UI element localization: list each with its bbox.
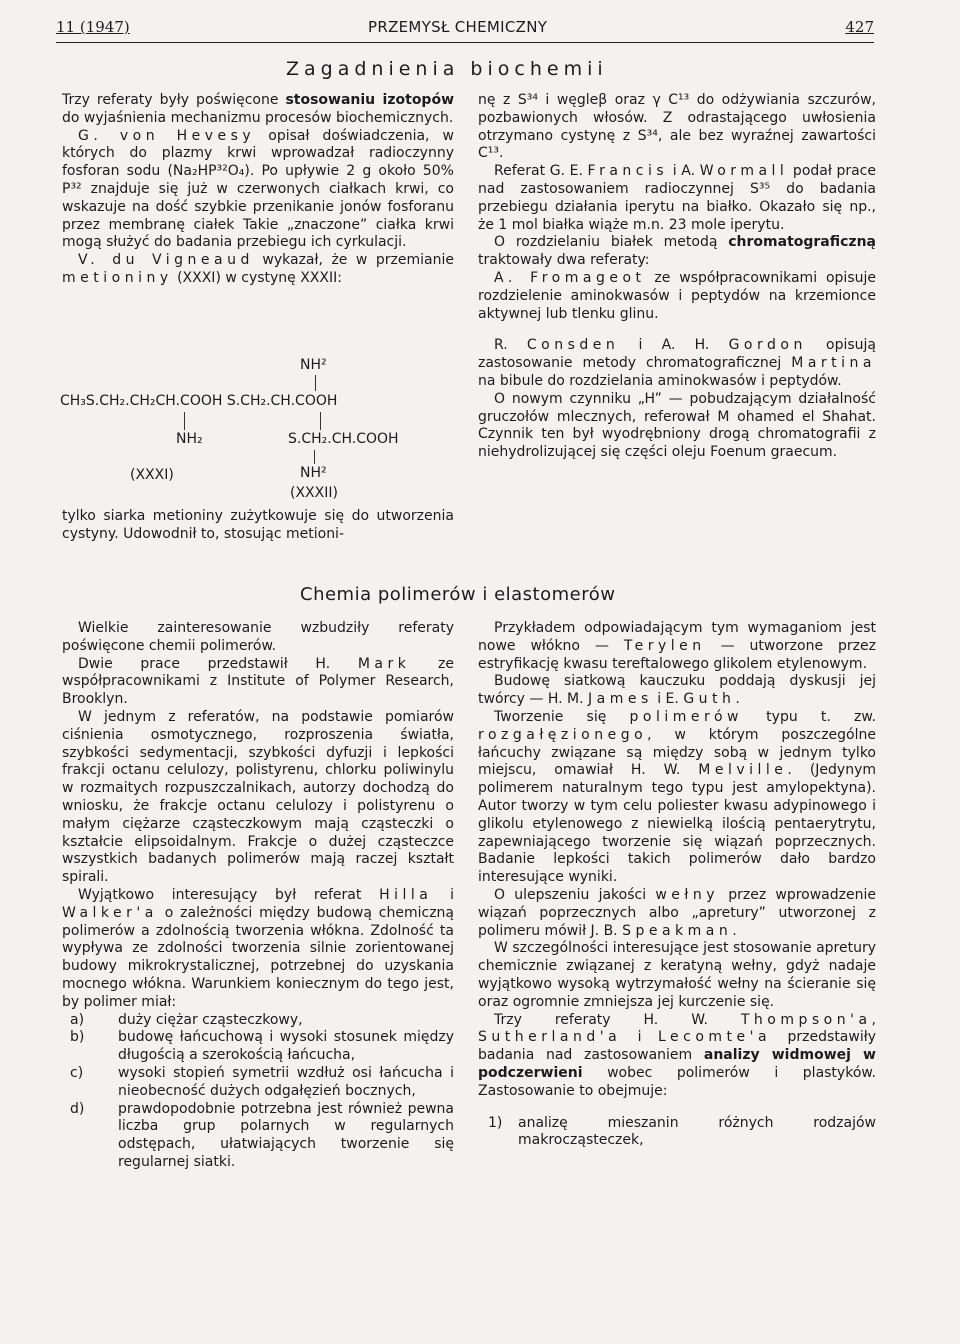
issue-number: 11 (1947) [56, 18, 130, 36]
paragraph: Wyjątkowo interesujący był referat Hilla i Walker'a o zależności między budową chemiczną polimerów a zdolnością tworzenia włókna. Zdolność ta wypływa ze zdolności tworzenia silnie zorientowanej budowy mikrokrystalicznej, potrzebnej do uzyskania mocnego włókna. Warunkiem koniecznym do tego jest, by polimer miał: [62, 886, 454, 1010]
biochem-right-column [478, 92, 876, 462]
paragraph: Trzy referaty H. W. Thompson'a, Sutherland'a i Lecomte'a przedstawiły badania nad zastosowaniem analizy widmowej w podczerwieni wobec polimerów i plastyków. Zastosowanie to obejmuje: [478, 1011, 876, 1099]
paragraph: W jednym z referatów, na podstawie pomiarów ciśnienia osmotycznego, rozproszenia światła, szybkości sedymentacji, szybkości dyfuzji i lepkości frakcji octanu celulozy, polistyrenu, chlorku poliwinylu w rozmaitych rozpuszczalnikach, autorzy dochodzą do wniosku, że frakcje octanu celulozy i polistyrenu o małym ciężarze cząsteczkowym mają cząsteczki o kształcie elipsoidalnym. Frakcje o dużej cząsteczce wszystkich badanych polimerów mają raczej kształt spirali. [62, 708, 454, 886]
formula-nh2-left: NH₂ [176, 431, 203, 447]
formula-bond [315, 375, 316, 391]
list-item: d) prawdopodobnie potrzebna jest również pewna liczba grup polarnych w regularnych odstępach, ułatwiających tworzenie się regularnej siatki. [70, 1100, 454, 1170]
formula-nh2-bottom: NH² [300, 465, 327, 481]
journal-title: PRZEMYSŁ CHEMICZNY [368, 18, 548, 36]
polymers-left-column [62, 620, 454, 1172]
chemical-formula [60, 356, 460, 506]
list-item: b) budowę łańcuchową i wysoki stosunek między długością a szerokością łańcucha, [70, 1029, 454, 1064]
formula-main-line: CH₃S.CH₂.CH₂CH.COOH S.CH₂.CH.COOH [60, 393, 338, 409]
paragraph: tylko siarka metioniny zużytkowuje się do utworzenia cystyny. Udowodnił to, stosując metioni- [62, 508, 454, 542]
list-item: c) wysoki stopień symetrii wzdłuż osi łańcucha i nieobecność dużych odgałęzień bocznych, [70, 1064, 454, 1099]
polymers-right-column [478, 620, 876, 1150]
paragraph: O rozdzielaniu białek metodą chromatograficzną traktowały dwa referaty: [478, 234, 876, 269]
formula-bond [314, 450, 315, 464]
paragraph: Budowę siatkową kauczuku poddają dyskusji jej twórcy — H. M. James i E. Guth. [478, 673, 876, 708]
section-title-polymers: Chemia polimerów i elastomerów [300, 584, 616, 605]
paragraph: O nowym czynniku „H” — pobudzającym działalność gruczołów mlecznych, referował M ohamed el Shahat. Czynnik ten był wyodrębniony drogą chromatografii z niehydrolizującej się części oleju Foenum graecum. [478, 390, 876, 461]
polymer-requirements-list [62, 1012, 454, 1172]
formula-nh2-top: NH² [300, 357, 327, 373]
paragraph: Dwie prace przedstawił H. Mark ze współpracownikami z Institute of Polymer Research, Brooklyn. [62, 655, 454, 708]
paragraph: R. Consden i A. H. Gordon opisują zastosowanie metody chromatograficznej Martina na bibule do rozdzielania aminokwasów i peptydów. [478, 337, 877, 389]
biochem-left-column-end [62, 508, 454, 544]
paragraph: O ulepszeniu jakości wełny przez wprowadzenie wiązań poprzecznych albo „apretury” utworzonej z polimeru mówił J. B. Speakman. [478, 886, 876, 939]
biochem-left-column [62, 92, 454, 288]
formula-bond [320, 412, 321, 430]
paragraph: V. du Vigneaud wykazał, że w przemianie metioniny (XXXI) w cystynę XXXII: [62, 252, 454, 286]
paragraph: Przykładem odpowiadającym tym wymaganiom jest nowe włókno — Terylen — utworzone przez estryfikację kwasu tereftalowego glikolem etylenowym. [478, 620, 876, 672]
formula-label-xxxi: (XXXI) [130, 467, 174, 483]
paragraph: Wielkie zainteresowanie wzbudziły referaty poświęcone chemii polimerów. [62, 620, 454, 654]
paragraph: W szczególności interesujące jest stosowanie apretury chemicznie związanej z keratyną wełny, gdyż nadaje wyjątkowo wysoką wytrzymałość wełny na ścieranie się oraz ogromnie zmniejsza jej kurczenie się. [478, 940, 876, 1010]
section-title-biochemistry: Zagadnienia biochemii [286, 58, 608, 80]
list-item: 1) analizę mieszanin różnych rodzajów makrocząsteczek, [488, 1114, 876, 1149]
paragraph: Referat G. E. Francis i A. Wormall podał prace nad zastosowaniem radioczynnej S³⁵ do badania przebiegu działania iperytu na białko. Okazało się np., że 1 mol białka wiąże m.n. 23 mole iperytu. [478, 163, 876, 233]
formula-label-xxxii: (XXXII) [290, 485, 338, 501]
paragraph: nę z S³⁴ i węgleβ oraz γ C¹³ do odżywiania szczurów, pozbawionych włosów. Z odrastającego uwłosienia otrzymano cystynę z S³⁴, ale bez wyraźnej zawartości C¹³. [478, 92, 876, 162]
paragraph: Tworzenie się polimerów typu t. zw. rozgałęzionego, w którym poszczególne łańcuchy związane są między sobą w jednym tylko miejscu, omawiał H. W. Melville. (Jedynym polimerem naturalnym tego typu jest amylopektyna). Autor tworzy w tym celu poliester kwasu adypinowego i glikolu etylenowego z niewielką ilością pentaerytrytu, zapewniającego tworzenie się wiązań poprzecznych. Badanie lepkości takich polimerów dało bardzo interesujące wyniki. [478, 708, 876, 886]
formula-second-line: S.CH₂.CH.COOH [288, 431, 399, 447]
list-item: a) duży ciężar cząsteczkowy, [70, 1011, 303, 1028]
spectroscopy-uses-list [478, 1115, 876, 1151]
page-number: 427 [845, 18, 874, 36]
running-header [56, 16, 874, 43]
formula-bond [184, 412, 185, 430]
paragraph: Trzy referaty były poświęcone stosowaniu izotopów do wyjaśnienia mechanizmu procesów biochemicznych. [62, 92, 455, 126]
paragraph: A. Fromageot ze współpracownikami opisuje rozdzielenie aminokwasów i peptydów na krzemionce aktywnej lub tlenku glinu. [478, 269, 876, 322]
paragraph: G. von Hevesy opisał doświadczenia, w których do plazmy krwi wprowadzał radioczynny fosforan sodu (Na₂HP³²O₄). Po upływie 2 g około 50% P³² znajduje się już w czerwonych ciałkach krwi, co wskazuje na dość szybkie przenikanie jonów fosforanu przez membranę ciałek Takie „znaczone” ciałka krwi mogą służyć do badania przebiegu ich cyrkulacji. [62, 127, 455, 251]
